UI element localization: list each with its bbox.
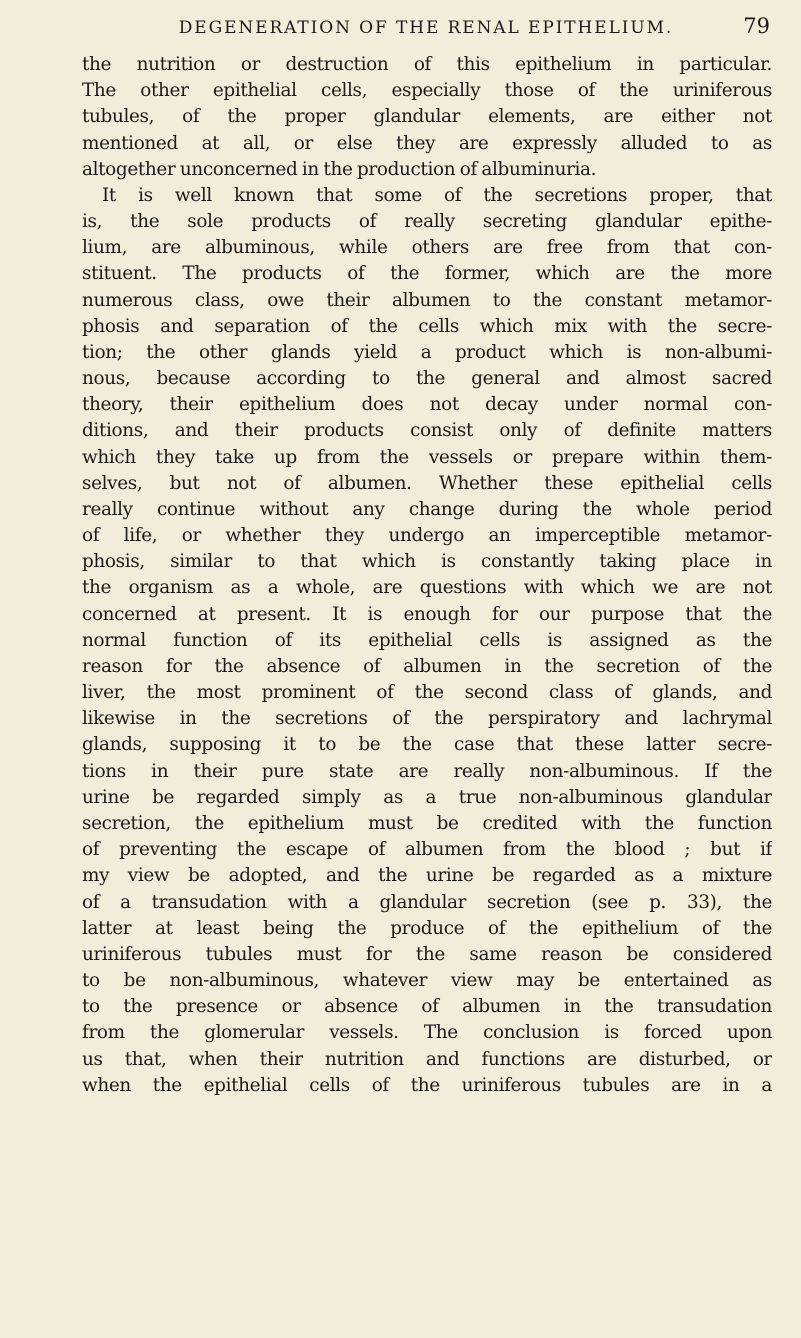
- text-line: normal function of its epithelial cells is assigned as the: [82, 629, 772, 651]
- text-line: from the glomerular vessels. The conclusion is forced upon: [82, 1022, 772, 1044]
- text-line: when the epithelial cells of the uriniferous tubules are in a: [82, 1074, 772, 1096]
- text-line: the nutrition or destruction of this epithelium in particular.: [82, 54, 772, 75]
- text-line: phosis, similar to that which is constantly taking place in: [82, 551, 772, 573]
- text-line: tion; the other glands yield a product which is non-albumi-: [82, 341, 772, 363]
- text-line: The other epithelial cells, especially those of the uriniferous: [82, 80, 772, 102]
- text-line: of a transudation with a glandular secretion (see p. 33), the: [82, 891, 772, 913]
- text-line: ditions, and their products consist only of definite matters: [82, 420, 772, 442]
- text-line: the organism as a whole, are questions with which we are not: [82, 577, 772, 599]
- text-line: of preventing the escape of albumen from the blood ; but if: [82, 839, 772, 861]
- text-line: likewise in the secretions of the perspiratory and lachrymal: [82, 708, 772, 730]
- text-line: latter at least being the produce of the epithelium of the: [82, 917, 772, 939]
- text-line: to the presence or absence of albumen in the transudation: [82, 996, 772, 1018]
- text-line: us that, when their nutrition and functions are disturbed, or: [82, 1048, 772, 1070]
- text-line: mentioned at all, or else they are expressly alluded to as: [82, 132, 772, 154]
- text-line: my view be adopted, and the urine be regarded as a mixture: [82, 865, 772, 887]
- text-line: to be non-albuminous, whatever view may be entertained as: [82, 970, 772, 992]
- text-line: numerous class, owe their albumen to the constant metamor-: [82, 289, 772, 311]
- text-line: really continue without any change during the whole period: [82, 498, 772, 520]
- body-text: [82, 52, 772, 1099]
- text-line: glands, supposing it to be the case that these latter secre-: [82, 734, 772, 756]
- text-line: altogether unconcerned in the production of albuminuria.: [82, 158, 597, 180]
- text-line: reason for the absence of albumen in the secretion of the: [82, 655, 772, 677]
- text-line: which they take up from the vessels or prepare within them-: [82, 446, 772, 468]
- text-line: urine be regarded simply as a true non-albuminous glandular: [82, 786, 772, 808]
- text-line: uriniferous tubules must for the same reason be considered: [82, 943, 772, 965]
- page-header: [82, 12, 770, 44]
- text-line: stituent. The products of the former, which are the more: [82, 263, 772, 285]
- text-line: tions in their pure state are really non-albuminous. If the: [82, 760, 772, 782]
- text-line: tubules, of the proper glandular elements, are either not: [82, 106, 772, 128]
- text-line: lium, are albuminous, while others are free from that con-: [82, 237, 772, 259]
- text-line: nous, because according to the general and almost sacred: [82, 368, 772, 390]
- text-line: phosis and separation of the cells which mix with the secre-: [82, 315, 772, 337]
- text-line: concerned at present. It is enough for our purpose that the: [82, 603, 772, 625]
- text-line: theory, their epithelium does not decay under normal con-: [82, 394, 772, 416]
- text-line: secretion, the epithelium must be credited with the function: [82, 812, 772, 834]
- running-head: DEGENERATION OF THE RENAL EPITHELIUM.: [178, 18, 674, 38]
- text-line: selves, but not of albumen. Whether these epithelial cells: [82, 472, 772, 494]
- page-number: 79: [743, 14, 770, 38]
- text-line: liver, the most prominent of the second class of glands, and: [82, 682, 772, 704]
- text-line: is, the sole products of really secreting glandular epithe-: [82, 211, 772, 233]
- text-line: of life, or whether they undergo an imperceptible metamor-: [82, 525, 772, 547]
- text-line: It is well known that some of the secretions proper, that: [102, 184, 772, 206]
